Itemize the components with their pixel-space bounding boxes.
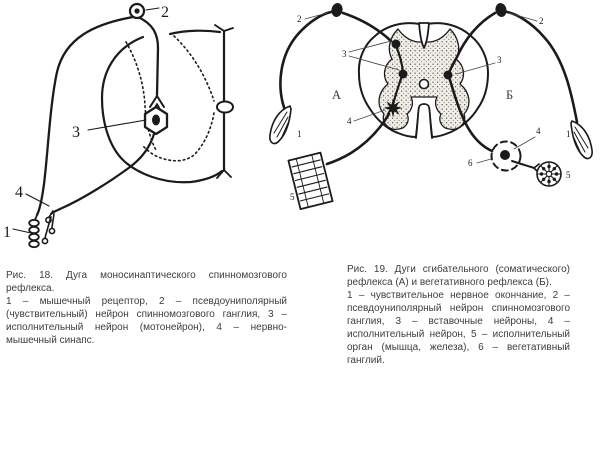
interneuron-dot-left-2 [399, 70, 408, 79]
gray-matter-dotted-right-upper [174, 36, 214, 101]
label-effector-neuron-left: 4 [347, 116, 352, 126]
ganglion-neuron-nucleus [134, 8, 139, 13]
figure18-caption [6, 269, 287, 347]
muscle-organ [288, 153, 332, 209]
efferent-axon [51, 134, 154, 214]
central-afferent-branch [138, 17, 158, 95]
label-interneurons-right: 3 [497, 55, 502, 65]
label-ganglion-neuron: 2 [161, 4, 169, 21]
interneuron-dot-left-1 [392, 40, 401, 49]
gray-matter-dotted-left [126, 42, 156, 150]
label-effector-neuron-right: 4 [536, 126, 541, 136]
figure19-caption-legend: 1 – чувствительное нервное окончание, 2 – псевдоуниполярный нейрон спинномозгового ганглия, 3 – вставочные нейроны, 4 – исполнительный нейрон, 5 – исполнительный орган (мышца, железа), 6 – вегетативный ганглий. [347, 290, 570, 366]
sensory-ending-right [571, 121, 592, 158]
figure19-caption [347, 263, 570, 367]
gland-organ [537, 162, 561, 186]
central-canal [217, 102, 233, 113]
central-canal [420, 80, 429, 89]
afferent-fiber-right [507, 12, 577, 122]
label-pointer-lines [13, 8, 159, 233]
label-receptor: 1 [3, 224, 11, 241]
label-sensory-ending-right: 1 [566, 129, 571, 139]
panel-label-vegetative: Б [506, 88, 514, 102]
sensory-ending-left [270, 106, 291, 143]
figure18-caption-title: Рис. 18. Дуга моносинаптического спинномозгового рефлекса. [6, 270, 287, 294]
effector-neuron-dot-right [500, 150, 510, 160]
muscle-receptor-coil [29, 215, 39, 247]
motoneuron-star [384, 99, 403, 118]
spinal-ganglion-neuron-left [330, 2, 344, 18]
label-motoneuron: 3 [72, 124, 80, 141]
spinal-cord-top-edge [170, 31, 220, 34]
spinal-ganglion-neuron-right [494, 2, 508, 18]
label-muscle-organ: 5 [290, 192, 295, 202]
label-ganglion-left: 2 [297, 14, 302, 24]
panel-label-somatic: А [332, 88, 342, 102]
neuromuscular-synapse-terminals [42, 211, 54, 244]
interneuron-dot-right [444, 71, 453, 80]
label-synapse: 4 [15, 184, 23, 201]
motoneuron-nucleus [152, 115, 160, 126]
label-sensory-ending-left: 1 [297, 129, 302, 139]
afferent-fiber-loop [37, 17, 133, 215]
figure18-diagram [0, 0, 270, 262]
label-ganglion-right: 2 [539, 16, 544, 26]
figure18-caption-legend: 1 – мышечный рецептор, 2 – псевдоуниполярный (чувствительный) нейрон спинномозгового ганглия, 3 – исполнительный нейрон (мотонейрон), 4 – нервно-мышечный синапс. [6, 296, 287, 346]
figure19-diagram [266, 0, 600, 232]
ventral-median-fissure [416, 104, 432, 138]
afferent-fiber-left [280, 12, 331, 113]
label-gland-organ: 5 [566, 170, 571, 180]
figure19-caption-title: Рис. 19. Дуги сгибательного (соматического) рефлекса (А) и вегетативного рефлекса (Б). [347, 264, 570, 288]
label-interneurons-left: 3 [342, 49, 347, 59]
label-vegetative-ganglion: 6 [468, 158, 473, 168]
